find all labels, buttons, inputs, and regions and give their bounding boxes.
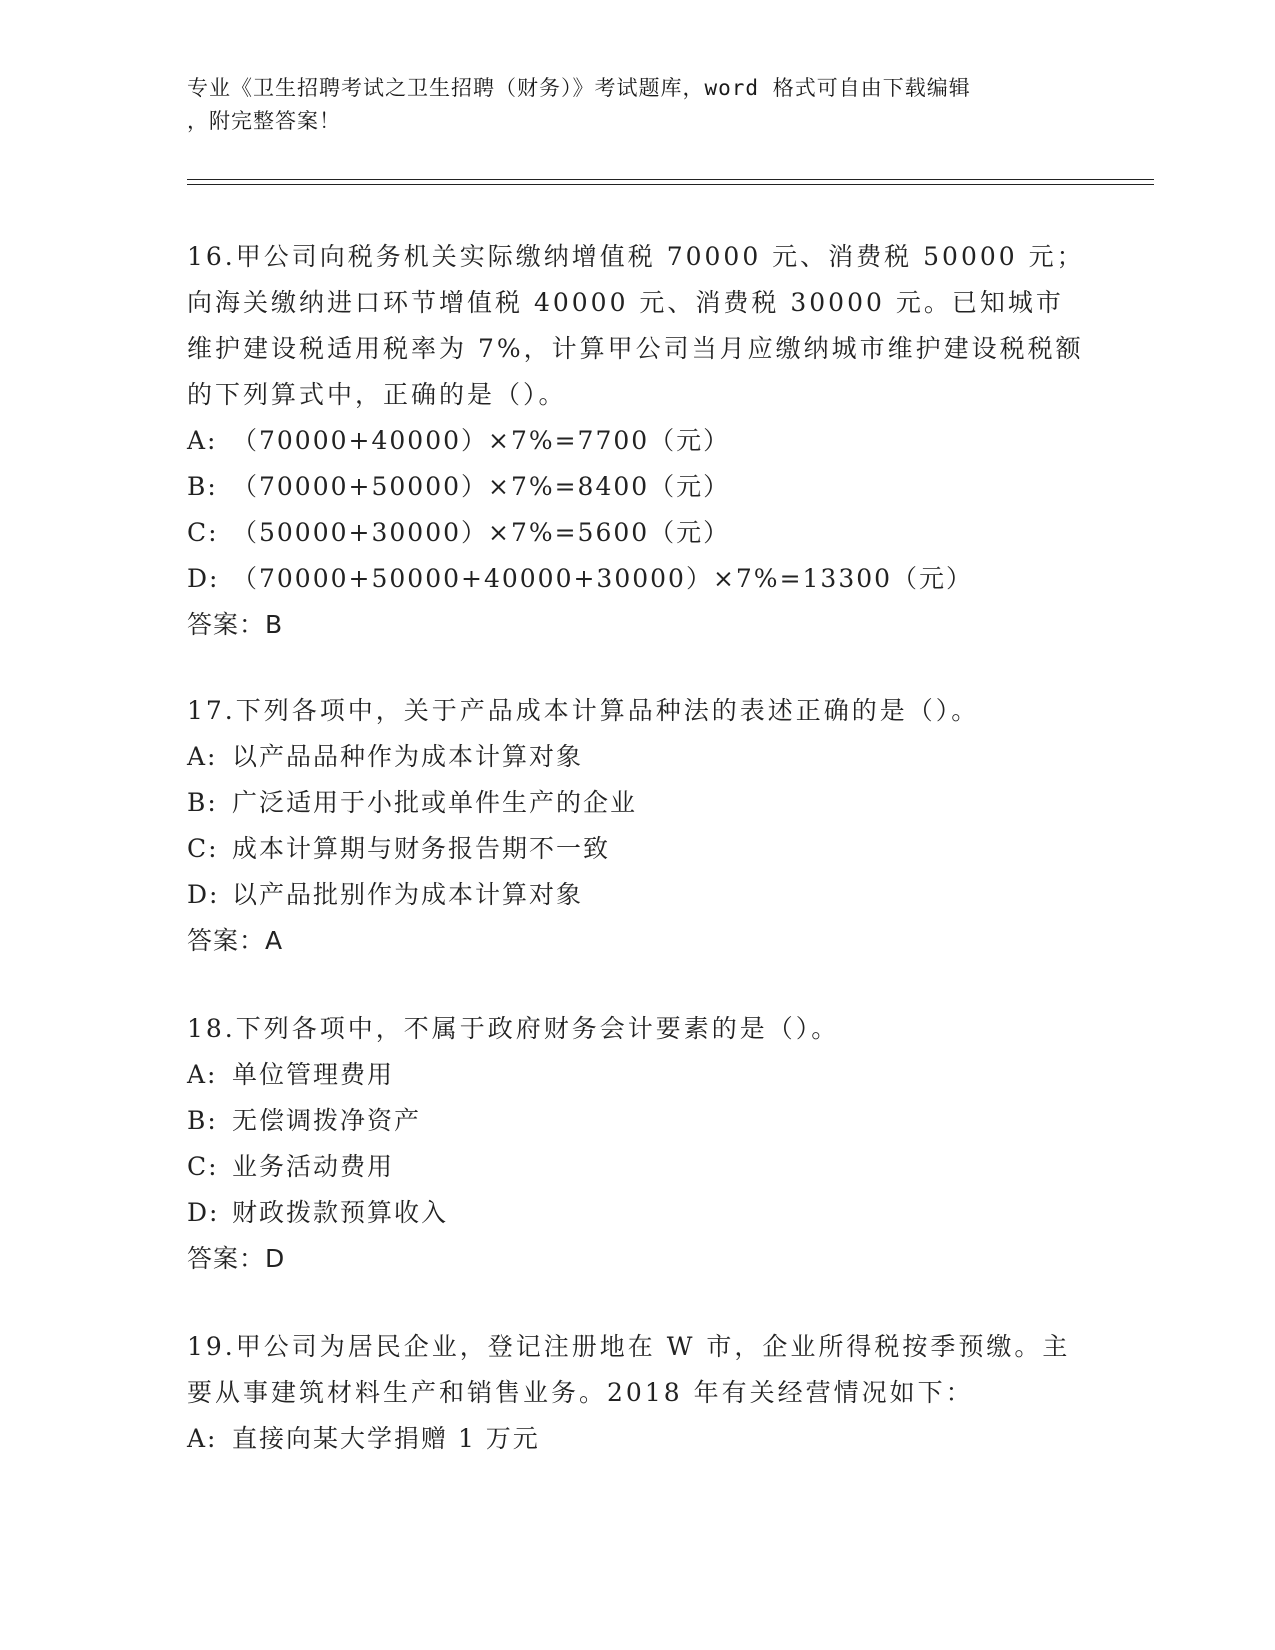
option-text: 成本计算期与财务报告期不一致 <box>232 834 611 863</box>
option-a <box>187 1416 1087 1462</box>
option-text: （70000+40000）×7%=7700（元） <box>232 426 731 455</box>
option-key: C: <box>187 834 219 863</box>
option-c <box>187 1144 1087 1190</box>
option-b <box>187 464 1087 510</box>
option-a <box>187 1052 1087 1098</box>
option-key: D: <box>187 880 220 909</box>
option-b <box>187 1098 1087 1144</box>
header-divider-top <box>187 179 1154 180</box>
option-key: A: <box>187 1424 218 1453</box>
question-17 <box>187 688 1087 964</box>
question-19 <box>187 1324 1087 1462</box>
option-d <box>187 872 1087 918</box>
option-text: 单位管理费用 <box>232 1060 395 1089</box>
option-text: 业务活动费用 <box>232 1152 395 1181</box>
header-line-2: ，附完整答案！ <box>187 109 341 133</box>
option-key: A: <box>187 742 218 771</box>
option-d <box>187 556 1087 602</box>
question-18 <box>187 1006 1087 1282</box>
answer-line: 答案：A <box>187 926 284 955</box>
option-c <box>187 826 1087 872</box>
option-key: D: <box>187 564 220 593</box>
option-key: B: <box>187 788 218 817</box>
option-key: A: <box>187 1060 218 1089</box>
option-c <box>187 510 1087 556</box>
option-key: C: <box>187 518 219 547</box>
question-16 <box>187 234 1087 648</box>
option-text: 广泛适用于小批或单件生产的企业 <box>232 788 638 817</box>
option-d <box>187 1190 1087 1236</box>
question-text: 19.甲公司为居民企业，登记注册地在 W 市，企业所得税按季预缴。主要从事建筑材料生产和销售业务。2018 年有关经营情况如下： <box>187 1332 1071 1407</box>
option-key: D: <box>187 1198 220 1227</box>
option-a <box>187 734 1087 780</box>
option-text: （70000+50000）×7%=8400（元） <box>232 472 731 501</box>
option-key: B: <box>187 1106 218 1135</box>
option-text: （50000+30000）×7%=5600（元） <box>232 518 731 547</box>
document-header <box>187 72 1067 138</box>
option-text: 财政拨款预算收入 <box>232 1198 449 1227</box>
header-line-1: 专业《卫生招聘考试之卫生招聘（财务）》考试题库，word 格式可自由下载编辑 <box>187 76 971 100</box>
question-text: 17.下列各项中，关于产品成本计算品种法的表述正确的是（）。 <box>187 696 980 725</box>
option-key: C: <box>187 1152 219 1181</box>
answer-line: 答案：B <box>187 610 284 639</box>
option-text: 直接向某大学捐赠 1 万元 <box>232 1424 540 1453</box>
option-a <box>187 418 1087 464</box>
question-text: 16.甲公司向税务机关实际缴纳增值税 70000 元、消费税 50000 元；向海关缴纳进口环节增值税 40000 元、消费税 30000 元。已知城市维护建设税适用税率为 7%，计算甲公司当月应缴纳城市维护建设税税额的下列算式中，正确的是（）。 <box>187 242 1085 409</box>
option-text: 无偿调拨净资产 <box>232 1106 422 1135</box>
option-text: 以产品批别作为成本计算对象 <box>232 880 584 909</box>
option-text: 以产品品种作为成本计算对象 <box>232 742 584 771</box>
question-text: 18.下列各项中，不属于政府财务会计要素的是（）。 <box>187 1014 840 1043</box>
option-key: A: <box>187 426 218 455</box>
option-key: B: <box>187 472 218 501</box>
option-text: （70000+50000+40000+30000）×7%=13300（元） <box>232 564 974 593</box>
header-divider-bottom <box>187 184 1154 185</box>
option-b <box>187 780 1087 826</box>
answer-line: 答案：D <box>187 1244 286 1273</box>
